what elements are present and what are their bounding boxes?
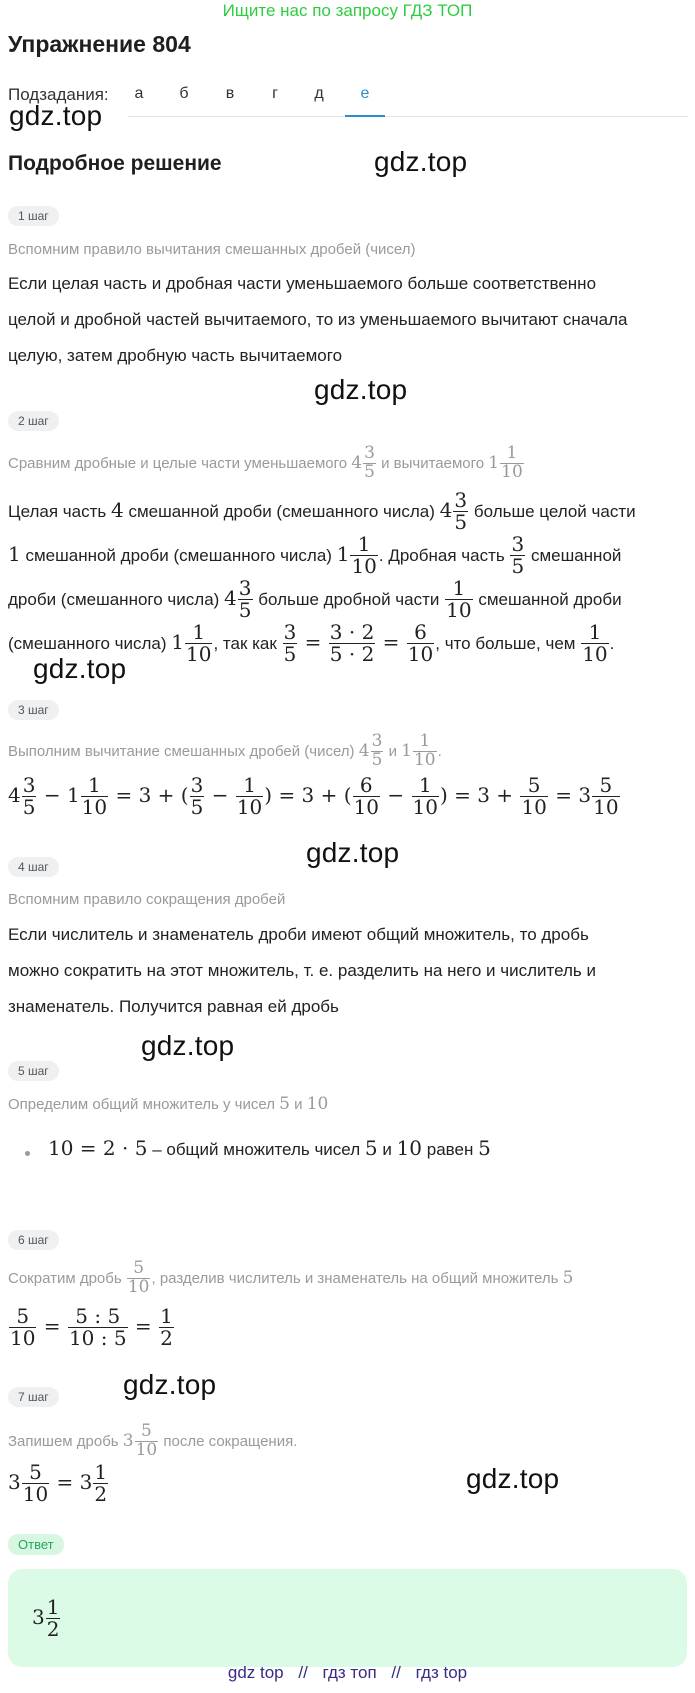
math-fraction: $\frac{1}{10}$: [446, 576, 472, 622]
active-tab-indicator: [345, 115, 385, 117]
math: 5: [478, 1136, 491, 1160]
text: . Дробная часть: [378, 546, 505, 565]
step3-equation: 4 $\frac{3}{5}$ − 1 $\frac{1}{10}$ = 3 + ( $\frac{3}{5}$ − $\frac{1}{10}$ ) = 3 + ( $\frac{6}{10}$ − $\frac{1}{10}$ ) = 3 + $\frac{5}{10}$ = 3 $\frac{5}{10}$: [8, 773, 619, 819]
bullet-item: [48, 1130, 491, 1168]
math: 4: [110, 498, 124, 522]
footer-link[interactable]: гдз топ: [322, 1663, 377, 1682]
watermark: gdz.top: [33, 653, 127, 684]
math-fraction: $\frac{1}{10}$: [582, 620, 608, 666]
math-fraction: $\frac{3}{5}$: [511, 532, 525, 578]
step-text: [8, 917, 688, 1025]
hint-text: Выполним вычитание смешанных дробей (чисел): [8, 742, 355, 760]
answer-value: 3 $\frac{1}{2}$: [32, 1595, 60, 1641]
math-mixed: 4 $\frac{3}{5}$: [358, 731, 383, 770]
solution-title: Подробное решение: [8, 152, 222, 175]
step-hint: [8, 1423, 297, 1460]
math: 1: [8, 542, 21, 566]
math: 5: [279, 1094, 290, 1114]
step-hint: Вспомним правило сокращения дробей: [8, 891, 286, 908]
step-hint: [8, 733, 442, 770]
math-mixed: 1 $\frac{1}{10}$: [488, 443, 523, 482]
tab-e[interactable]: е: [360, 85, 370, 102]
answer-label: Ответ: [8, 1534, 64, 1555]
watermark: gdz.top: [374, 146, 468, 177]
text: смешанной дроби (смешанного числа): [128, 502, 435, 521]
text: – общий множитель чисел: [152, 1140, 361, 1159]
step-badge: 3 шаг: [8, 700, 59, 720]
hint-text: и: [294, 1096, 303, 1113]
math-fraction: $\frac{5}{10}$: [127, 1258, 150, 1297]
text-line: Если целая часть и дробная части уменьшаемого больше соответственно: [8, 274, 597, 293]
text: , что больше, чем: [435, 634, 576, 653]
step-badge: 7 шаг: [8, 1387, 59, 1407]
step-text: [8, 622, 614, 665]
hint-text: после сокращения.: [163, 1432, 298, 1450]
step-text: [8, 534, 621, 577]
step-text: [8, 578, 622, 621]
step-badge: 5 шаг: [8, 1061, 59, 1081]
step-badge: 6 шаг: [8, 1230, 59, 1250]
math: 10: [396, 1136, 423, 1160]
math-equation: 10 = 2 · 5: [48, 1136, 148, 1160]
step-hint: [8, 445, 525, 482]
text: , так как: [213, 634, 277, 653]
page-title: Упражнение 804: [8, 31, 191, 57]
hint-text: и вычитаемого: [381, 454, 485, 472]
step6-equation: $\frac{5}{10}$ = $\frac{5 : 5}{10 : 5}$ = $\frac{1}{2}$: [10, 1304, 173, 1350]
footer-link[interactable]: gdz top: [227, 1663, 284, 1682]
hint-text: Сравним дробные и целые части уменьшаемого: [8, 454, 348, 472]
math-mixed: 1 $\frac{1}{10}$: [171, 620, 212, 666]
step-text: [8, 266, 688, 374]
math-mixed: 1 $\frac{1}{10}$: [401, 731, 436, 770]
step-badge: 4 шаг: [8, 857, 59, 877]
hint-text: , разделив числитель и знаменатель на общий множитель: [151, 1269, 559, 1287]
bullet-dot: [25, 1151, 30, 1156]
watermark: gdz.top: [9, 100, 103, 131]
text-line: знаменатель. Получится равная ей дробь: [8, 997, 339, 1016]
text-line: целой и дробной частей вычитаемого, то из уменьшаемого вычитают сначала: [8, 310, 628, 329]
tab-d[interactable]: д: [314, 85, 324, 102]
top-banner: Ищите нас по запросу ГДЗ ТОП: [222, 1, 473, 20]
watermark: gdz.top: [466, 1463, 560, 1494]
subtasks-label: Подзадания:: [8, 85, 109, 104]
math: 10: [306, 1094, 329, 1114]
text: .: [609, 634, 615, 653]
math: 5: [364, 1136, 378, 1160]
text-line: целую, затем дробную часть вычитаемого: [8, 346, 343, 365]
text: и: [382, 1140, 392, 1159]
text: равен: [426, 1140, 474, 1159]
hint-text: Определим общий множитель у чисел: [8, 1096, 275, 1113]
text: больше целой части: [473, 502, 636, 521]
step-badge: 1 шаг: [8, 206, 59, 226]
text-line: Если числитель и знаменатель дроби имеют общий множитель, то дробь: [8, 925, 589, 944]
tab-v[interactable]: в: [225, 85, 235, 102]
footer-links: [0, 1663, 695, 1683]
math-mixed: 3 $\frac{5}{10}$: [122, 1421, 158, 1460]
watermark: gdz.top: [306, 837, 400, 868]
math: 5: [562, 1267, 574, 1288]
watermark: gdz.top: [141, 1030, 235, 1061]
step-badge: 2 шаг: [8, 411, 59, 431]
hint-text: и: [388, 742, 397, 760]
math-mixed: 4 $\frac{3}{5}$: [224, 576, 252, 622]
footer-separator: //: [391, 1663, 401, 1682]
text: смешанной дроби (смешанного числа): [25, 546, 332, 565]
text: Целая часть: [8, 502, 107, 521]
answer-box: [8, 1569, 687, 1667]
step-hint: Вспомним правило вычитания смешанных дробей (чисел): [8, 241, 416, 258]
step-hint: [8, 1094, 328, 1114]
text: смешанной: [530, 546, 622, 565]
text: (смешанного числа): [8, 634, 167, 653]
text: дроби (смешанного числа): [8, 590, 220, 609]
text-line: можно сократить на этот множитель, т. е. разделить на него и числитель и: [8, 961, 596, 980]
math-mixed: 4 $\frac{3}{5}$: [351, 443, 375, 482]
math-mixed: 4 $\frac{3}{5}$: [439, 488, 468, 534]
math-equation: $\frac{3}{5}$ = $\frac{3 \cdot 2}{5 \cdot 2}$ = $\frac{6}{10}$: [283, 620, 434, 666]
text: больше дробной части: [258, 590, 440, 609]
tab-a[interactable]: а: [134, 85, 144, 102]
step-text: [8, 490, 636, 533]
watermark: gdz.top: [123, 1369, 217, 1400]
watermark: gdz.top: [314, 374, 408, 405]
hint-text: .: [437, 742, 442, 760]
text: смешанной дроби: [478, 590, 622, 609]
footer-separator: //: [298, 1663, 308, 1682]
step7-equation: 3 $\frac{5}{10}$ = 3 $\frac{1}{2}$: [8, 1460, 108, 1506]
tab-b[interactable]: б: [179, 85, 189, 102]
step-hint: [8, 1260, 573, 1297]
footer-link[interactable]: гдз top: [415, 1663, 468, 1682]
math-mixed: 1 $\frac{1}{10}$: [336, 532, 377, 578]
tab-g[interactable]: г: [272, 85, 278, 102]
hint-text: Сократим дробь: [8, 1269, 122, 1287]
hint-text: Запишем дробь: [8, 1432, 119, 1450]
subtask-tabs: [128, 78, 688, 117]
